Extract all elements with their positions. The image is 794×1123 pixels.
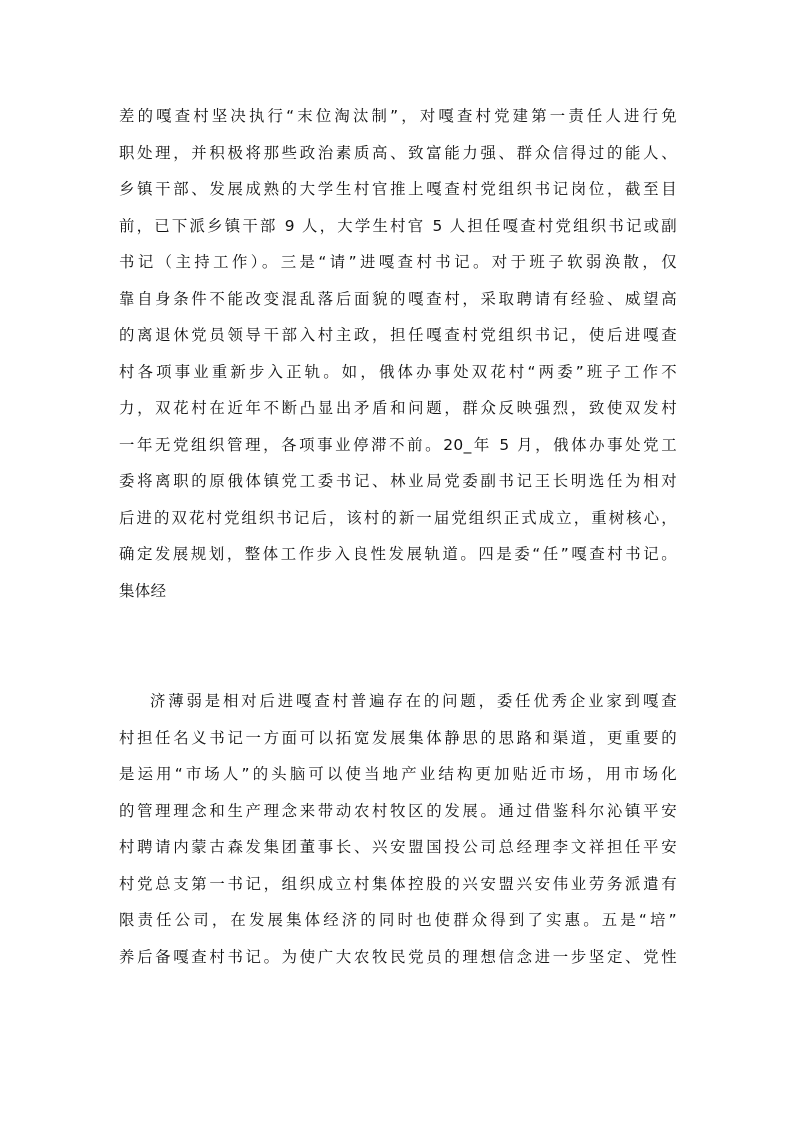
paragraph-1 <box>119 98 677 609</box>
paragraph-line: 村聘请内蒙古森发集团董事长、兴安盟国投公司总经理李文祥担任平安 <box>119 838 677 856</box>
paragraph-line: 济薄弱是相对后进嘎查村普遍存在的问题，委任优秀企业家到嘎查 <box>150 692 677 710</box>
paragraph-line: 靠自身条件不能改变混乱落后面貌的嘎查村，采取聘请有经验、威望高 <box>119 289 677 308</box>
paragraph-line: 力，双花村在近年不断凸显出矛盾和问题，群众反映强烈，致使双发村 <box>119 399 677 417</box>
paragraph-line: 职处理，并积极将那些政治素质高、致富能力强、群众信得过的能人、 <box>119 143 677 162</box>
paragraph-line: 村担任名义书记一方面可以拓宽发展集体静思的思路和渠道，更重要的 <box>119 728 677 747</box>
paragraph-line: 的离退休党员领导干部入村主政，担任嘎查村党组织书记，使后进嘎查 <box>119 326 677 344</box>
paragraph-line: 村党总支第一书记，组织成立村集体控股的兴安盟兴安伟业劳务派遣有 <box>119 874 677 893</box>
paragraph-line: 一年无党组织管理，各项事业停滞不前。20_年 5 月，俄体办事处党工 <box>119 435 677 454</box>
paragraph-line: 是运用“市场人”的头脑可以使当地产业结构更加贴近市场，用市场化 <box>119 765 677 783</box>
paragraph-line: 书记（主持工作）。三是“请”进嘎查村书记。对于班子软弱涣散，仅 <box>119 253 677 271</box>
paragraph-line: 限责任公司，在发展集体经济的同时也使群众得到了实惠。五是“培” <box>119 911 677 929</box>
paragraph-line: 的管理理念和生产理念来带动农村牧区的发展。通过借鉴科尔沁镇平安 <box>119 801 677 820</box>
paragraph-line: 后进的双花村党组织书记后，该村的新一届党组织正式成立，重树核心， <box>119 508 677 527</box>
paragraph-line: 乡镇干部、发展成熟的大学生村官推上嘎查村党组织书记岗位，截至目 <box>119 180 677 198</box>
paragraph-line: 前，已下派乡镇干部 9 人，大学生村官 5 人担任嘎查村党组织书记或副 <box>119 216 677 235</box>
paragraph-2 <box>119 683 677 975</box>
paragraph-line: 确定发展规划，整体工作步入良性发展轨道。四是委“任”嘎查村书记。 <box>119 545 677 563</box>
paragraph-line: 委将离职的原俄体镇党工委书记、林业局党委副书记王长明选任为相对 <box>119 472 677 490</box>
paragraph-line: 村各项事业重新步入正轨。如，俄体办事处双花村“两委”班子工作不 <box>119 362 677 381</box>
paragraph-line: 集体经 <box>119 581 167 600</box>
paragraph-line: 养后备嘎查村书记。为使广大农牧民党员的理想信念进一步坚定、党性 <box>119 947 677 966</box>
paragraph-line: 差的嘎查村坚决执行“末位淘汰制”，对嘎查村党建第一责任人进行免 <box>119 107 677 125</box>
